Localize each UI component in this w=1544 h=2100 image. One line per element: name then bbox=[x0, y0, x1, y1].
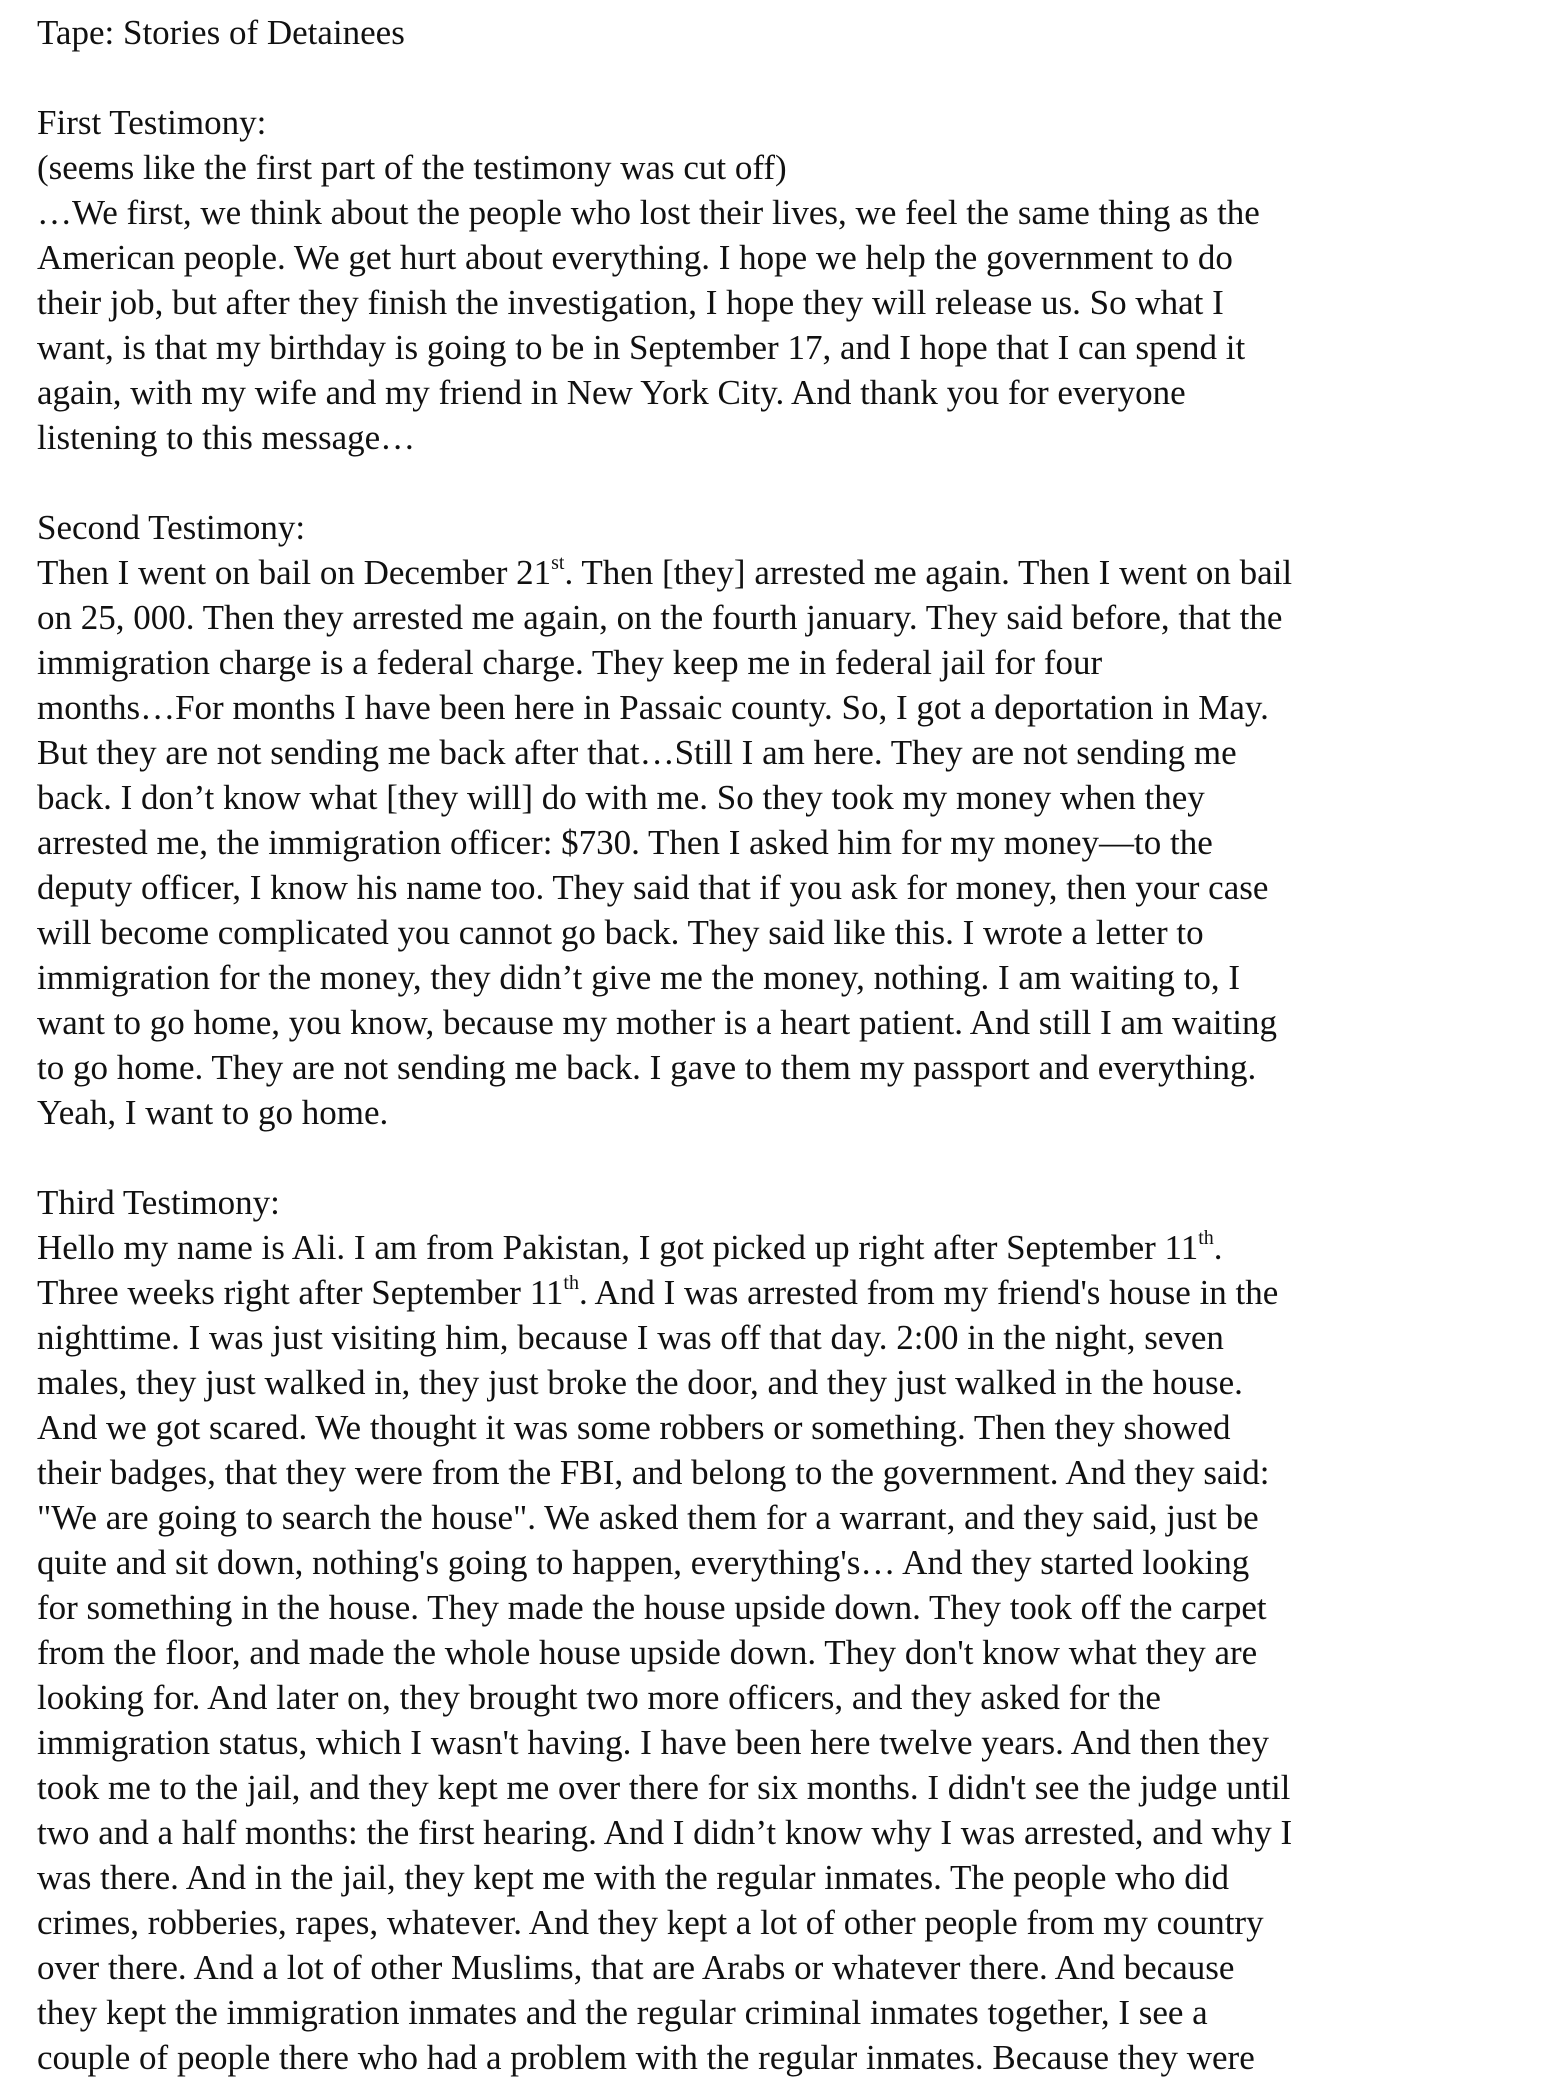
text-line: crimes, robberies, rapes, whatever. And they kept a lot of other people from my country bbox=[37, 1903, 1264, 1942]
third-testimony bbox=[37, 1180, 1517, 2080]
document-title: Tape: Stories of Detainees bbox=[37, 13, 405, 52]
spacer bbox=[37, 1135, 1517, 1180]
text-line: took me to the jail, and they kept me over there for six months. I didn't see the judge until bbox=[37, 1768, 1291, 1807]
text-line: over there. And a lot of other Muslims, that are Arabs or whatever there. And because bbox=[37, 1948, 1235, 1987]
text-line: Yeah, I want to go home. bbox=[37, 1093, 389, 1132]
ordinal-suffix: st bbox=[551, 552, 565, 575]
text-line: immigration charge is a federal charge. They keep me in federal jail for four bbox=[37, 643, 1103, 682]
text-fragment: Then I went on bail on December 21 bbox=[37, 553, 552, 592]
text-line: for something in the house. They made the house upside down. They took off the carpet bbox=[37, 1588, 1267, 1627]
text-line: they kept the immigration inmates and the regular criminal inmates together, I see a bbox=[37, 1993, 1208, 2032]
text-line: their badges, that they were from the FBI, and belong to the government. And they said: bbox=[37, 1453, 1270, 1492]
text-line: immigration status, which I wasn't having. I have been here twelve years. And then they bbox=[37, 1723, 1269, 1762]
text-line: And we got scared. We thought it was some robbers or something. Then they showed bbox=[37, 1408, 1231, 1447]
text-line: males, they just walked in, they just broke the door, and they just walked in the house. bbox=[37, 1363, 1243, 1402]
text-line: two and a half months: the first hearing. And I didn’t know why I was arrested, and why I bbox=[37, 1813, 1293, 1852]
spacer bbox=[37, 460, 1517, 505]
text-line: arrested me, the immigration officer: $730. Then I asked him for my money—to the bbox=[37, 823, 1213, 862]
spacer bbox=[37, 55, 1517, 100]
text-line: deputy officer, I know his name too. They said that if you ask for money, then your case bbox=[37, 868, 1269, 907]
text-line: American people. We get hurt about everything. I hope we help the government to do bbox=[37, 238, 1233, 277]
text-fragment: Hello my name is Ali. I am from Pakistan, I got picked up right after September 11 bbox=[37, 1228, 1199, 1267]
text-line: (seems like the first part of the testimony was cut off) bbox=[37, 148, 787, 187]
text-line: will become complicated you cannot go back. They said like this. I wrote a letter to bbox=[37, 913, 1204, 952]
ordinal-suffix: th bbox=[563, 1272, 579, 1295]
text-line: their job, but after they finish the investigation, I hope they will release us. So what I bbox=[37, 283, 1224, 322]
text-fragment: . bbox=[1213, 1228, 1223, 1267]
text-fragment: Three weeks right after September 11 bbox=[37, 1273, 564, 1312]
text-line: to go home. They are not sending me back. I gave to them my passport and everything. bbox=[37, 1048, 1257, 1087]
text-line: from the floor, and made the whole house upside down. They don't know what they are bbox=[37, 1633, 1258, 1672]
text-line: But they are not sending me back after that…Still I am here. They are not sending me bbox=[37, 733, 1237, 772]
second-testimony bbox=[37, 505, 1517, 1135]
text-line: back. I don’t know what [they will] do with me. So they took my money when they bbox=[37, 778, 1205, 817]
text-line: …We first, we think about the people who lost their lives, we feel the same thing as the bbox=[37, 193, 1260, 232]
text-line: want to go home, you know, because my mother is a heart patient. And still I am waiting bbox=[37, 1003, 1277, 1042]
text-line bbox=[37, 550, 1517, 595]
text-line bbox=[37, 1225, 1517, 1270]
text-line: immigration for the money, they didn’t give me the money, nothing. I am waiting to, I bbox=[37, 958, 1241, 997]
text-line bbox=[37, 1270, 1517, 1315]
text-line: "We are going to search the house". We asked them for a warrant, and they said, just be bbox=[37, 1498, 1259, 1537]
text-line: nighttime. I was just visiting him, because I was off that day. 2:00 in the night, seven bbox=[37, 1318, 1224, 1357]
text-line: months…For months I have been here in Passaic county. So, I got a deportation in May. bbox=[37, 688, 1269, 727]
section-heading: First Testimony: bbox=[37, 103, 267, 142]
text-line: looking for. And later on, they brought two more officers, and they asked for the bbox=[37, 1678, 1161, 1717]
text-fragment: . And I was arrested from my friend's house in the bbox=[578, 1273, 1279, 1312]
document-page bbox=[37, 10, 1517, 2080]
text-fragment: . Then [they] arrested me again. Then I went on bail bbox=[564, 553, 1293, 592]
text-line: listening to this message… bbox=[37, 418, 416, 457]
ordinal-suffix: th bbox=[1198, 1227, 1214, 1250]
text-line: was there. And in the jail, they kept me with the regular inmates. The people who did bbox=[37, 1858, 1229, 1897]
text-line: quite and sit down, nothing's going to happen, everything's… And they started looking bbox=[37, 1543, 1250, 1582]
first-testimony bbox=[37, 100, 1517, 460]
section-heading: Second Testimony: bbox=[37, 508, 306, 547]
text-line: on 25, 000. Then they arrested me again, on the fourth january. They said before, that the bbox=[37, 598, 1283, 637]
section-heading: Third Testimony: bbox=[37, 1183, 280, 1222]
text-line: want, is that my birthday is going to be in September 17, and I hope that I can spend it bbox=[37, 328, 1246, 367]
text-line: again, with my wife and my friend in New York City. And thank you for everyone bbox=[37, 373, 1186, 412]
text-line: couple of people there who had a problem with the regular inmates. Because they were bbox=[37, 2038, 1255, 2077]
